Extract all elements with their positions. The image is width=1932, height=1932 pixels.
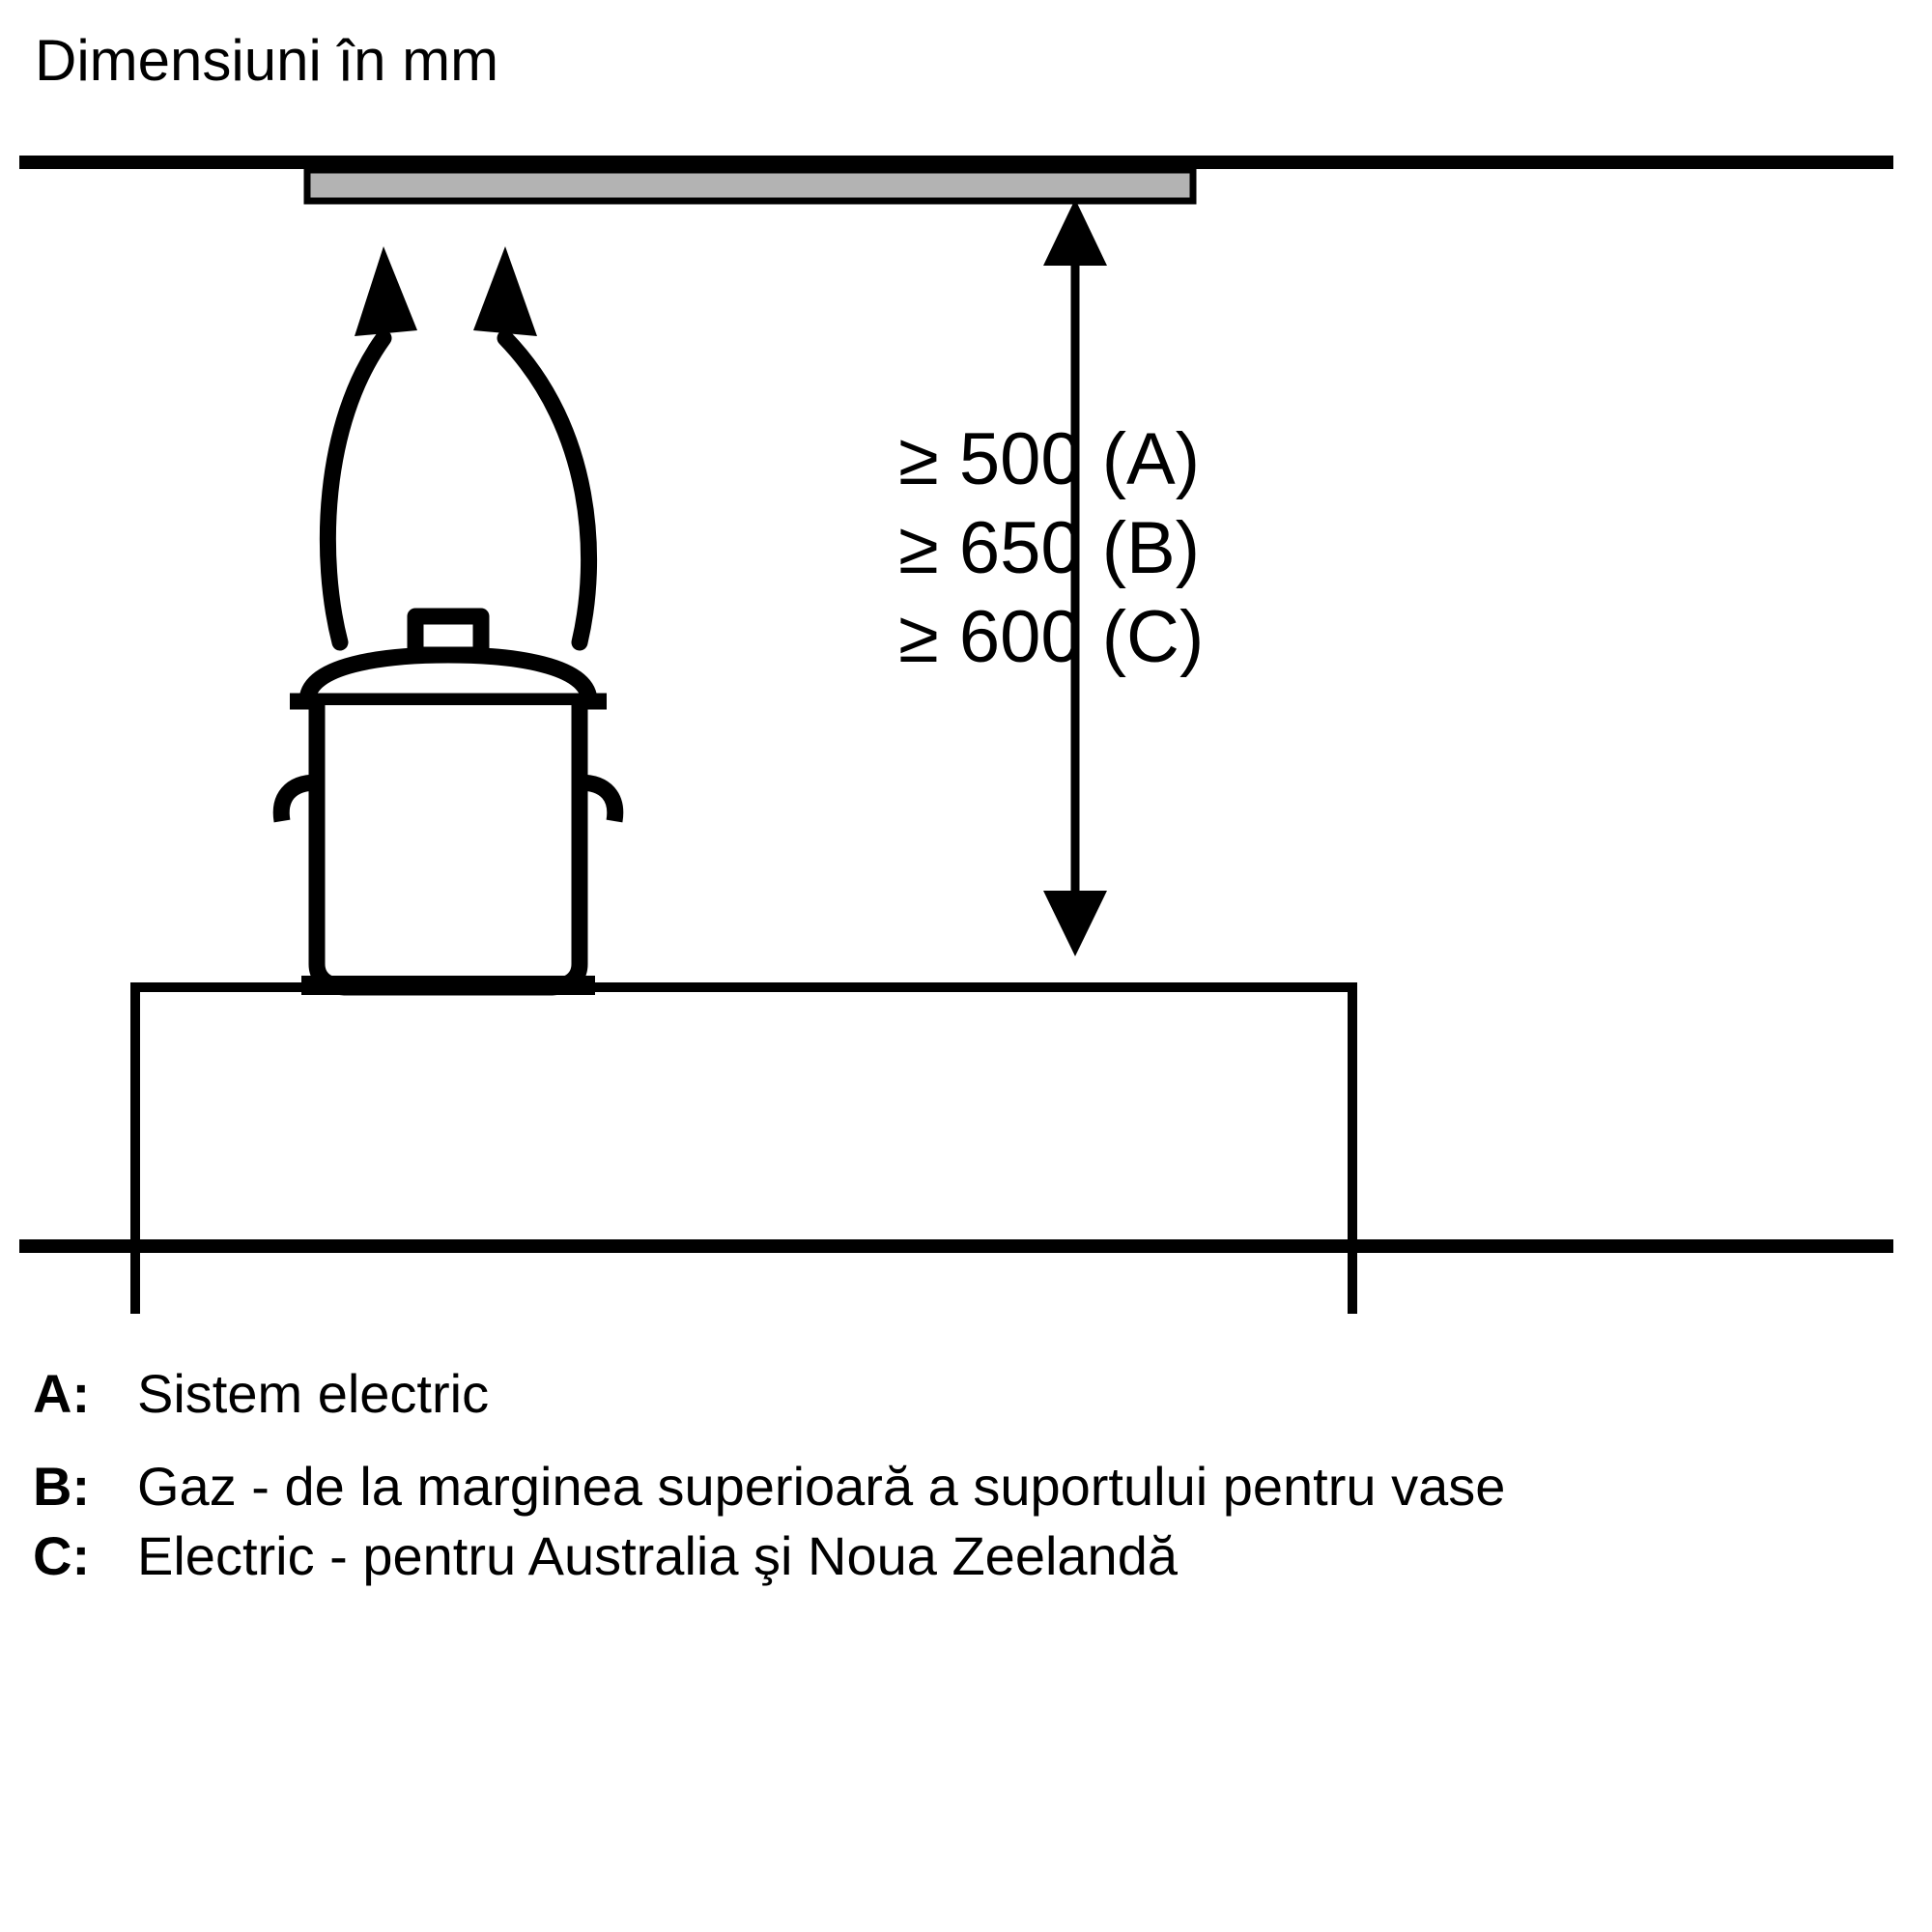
legend-key-b: B: <box>33 1456 91 1517</box>
cooktop-cabinet <box>135 987 1352 1314</box>
dimension-label-a: ≥ 500 (A) <box>898 418 1201 500</box>
legend-text-a: Sistem electric <box>137 1363 490 1424</box>
legend-item-b <box>33 1455 1868 1519</box>
steam-arrow-heads <box>355 246 537 336</box>
legend-text-c: Electric - pentru Australia şi Noua Zeelandă <box>137 1525 1178 1586</box>
legend-key-c: C: <box>33 1525 91 1586</box>
legend-item-c <box>33 1524 1868 1588</box>
legend-key-a: A: <box>33 1363 91 1424</box>
cooker-hood <box>307 170 1193 201</box>
dimension-label-c: ≥ 600 (C) <box>898 596 1205 678</box>
dimension-label-group <box>898 415 1204 682</box>
steam-arrows <box>327 338 588 642</box>
legend-text-b: Gaz - de la marginea superioară a suportului pentru vase <box>137 1456 1506 1517</box>
legend-item-a <box>33 1362 1868 1426</box>
page-title: Dimensiuni în mm <box>35 28 499 93</box>
legend <box>33 1362 1868 1617</box>
cooking-pot <box>281 616 615 987</box>
installation-diagram <box>0 106 1932 1314</box>
dimension-label-b: ≥ 650 (B) <box>898 507 1201 589</box>
